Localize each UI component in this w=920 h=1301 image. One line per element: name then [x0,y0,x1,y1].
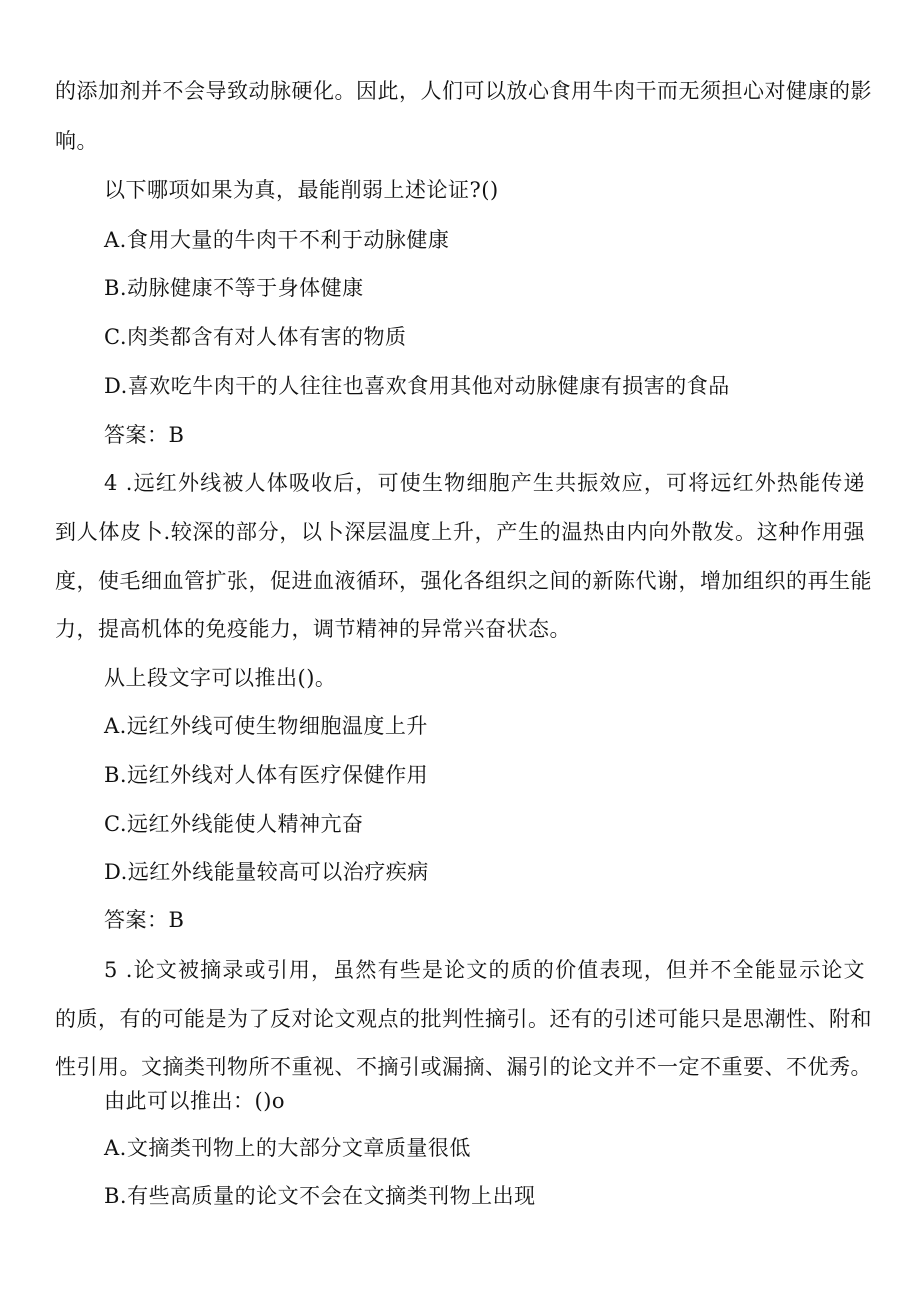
q3-paragraph-line-2: 响。 [55,129,98,153]
q4-option-d: D.远红外线能量较高可以治疗疾病 [104,860,429,884]
q3-option-c: C.肉类都含有对人体有害的物质 [104,325,407,349]
q5-paragraph-line-1: 5 .论文被摘录或引用，虽然有些是论文的质的价值表现，但并不全能显示论文 [104,958,865,982]
q4-question: 从上段文字可以推出()。 [104,666,337,690]
q4-answer: 答案：B [104,908,185,932]
q3-option-d: D.喜欢吃牛肉干的人往往也喜欢食用其他对动脉健康有损害的食品 [104,374,730,398]
q4-paragraph-line-4: 力，提高机体的免疫能力，调节精神的异常兴奋状态。 [55,617,571,641]
q4-option-c: C.远红外线能使人精神亢奋 [104,812,364,836]
q4-paragraph-line-1: 4 .远红外线被人体吸收后，可使生物细胞产生共振效应，可将远红外热能传递 [104,471,865,495]
q5-question: 由此可以推出：()o [104,1089,286,1113]
q3-answer: 答案：B [104,423,185,447]
q5-paragraph-line-2: 的质，有的可能是为了反对论文观点的批判性摘引。还有的引述可能只是思潮性、附和 [55,1007,872,1031]
q3-paragraph-line-1: 的添加剂并不会导致动脉硬化。因此，人们可以放心食用牛肉干而无须担心对健康的影 [55,79,872,103]
q4-option-a: A.远红外线可使生物细胞温度上升 [104,714,428,738]
q3-option-a: A.食用大量的牛肉干不利于动脉健康 [104,228,450,252]
q5-option-a: A.文摘类刊物上的大部分文章质量很低 [104,1136,471,1160]
q4-paragraph-line-3: 度，使毛细血管扩张，促进血液循环，强化各组织之间的新陈代谢，增加组织的再生能 [55,569,872,593]
q5-paragraph-line-3: 性引用。文摘类刊物所不重视、不摘引或漏摘、漏引的论文并不一定不重要、不优秀。 [55,1055,872,1079]
q4-paragraph-line-2: 到人体皮卜.较深的部分，以卜深层温度上升，产生的温热由内向外散发。这种作用强 [55,520,865,544]
q4-option-b: B.远红外线对人体有医疗保健作用 [104,763,429,787]
q5-option-b: B.有些高质量的论文不会在文摘类刊物上出现 [104,1184,536,1208]
q3-option-b: B.动脉健康不等于身体健康 [104,276,364,300]
q3-question: 以下哪项如果为真，最能削弱上述论证?() [104,178,499,202]
